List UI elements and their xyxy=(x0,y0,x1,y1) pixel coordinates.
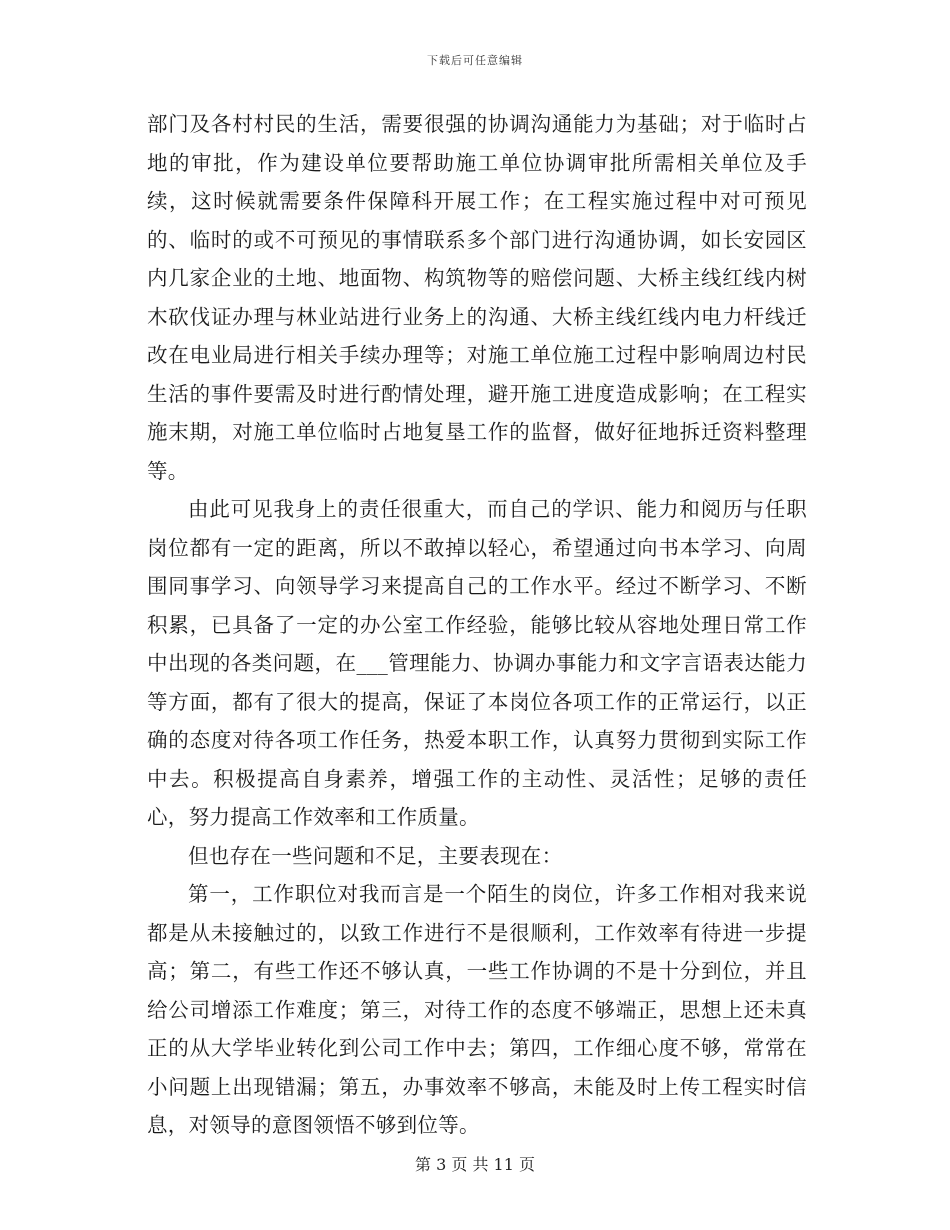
paragraph-problems-list: 第一，工作职位对我而言是一个陌生的岗位，许多工作相对我来说都是从未接触过的，以致工作进行不是很顺利，工作效率有待进一步提高；第二，有些工作还不够认真，一些工作协调的不是十分到位，并且给公司增添工作难度；第三，对待工作的态度不够端正，思想上还未真正的从大学毕业转化到公司工作中去；第四，工作细心度不够，常常在小问题上出现错漏；第五，办事效率不够高，未能及时上传工程实时信息，对领导的意图领悟不够到位等。 xyxy=(147,882,807,1137)
paragraph-continued: 部门及各村村民的生活，需要很强的协调沟通能力为基础；对于临时占地的审批，作为建设单位要帮助施工单位协调审批所需相关单位及手续，这时候就需要条件保障科开展工作；在工程实施过程中对可预见的、临时的或不可预见的事情联系多个部门进行沟通协调，如长安园区内几家企业的土地、地面物、构筑物等的赔偿问题、大桥主线红线内树木砍伐证办理与林业站进行业务上的沟通、大桥主线红线内电力杆线迁改在电业局进行相关手续办理等；对施工单位施工过程中影响周边村民生活的事件要需及时进行酌情处理，避开施工进度造成影响；在工程实施末期，对施工单位临时占地复垦工作的监督，做好征地拆迁资料整理等。 xyxy=(147,112,807,483)
page-number: 第 3 页 共 11 页 xyxy=(415,1155,535,1174)
page-header: 下载后可任意编辑 xyxy=(427,54,523,67)
document-body xyxy=(147,105,807,1145)
paragraph-responsibility: 由此可见我身上的责任很重大，而自己的学识、能力和阅历与任职岗位都有一定的距离，所以不敢掉以轻心，希望通过向书本学习、向周围同事学习、向领导学习来提高自己的工作水平。经过不断学习、不断积累，已具备了一定的办公室工作经验，能够比较从容地处理日常工作中出现的各类问题，在___管理能力、协调办事能力和文字言语表达能力等方面，都有了很大的提高，保证了本岗位各项工作的正常运行，以正确的态度对待各项工作任务，热爱本职工作，认真努力贯彻到实际工作中去。积极提高自身素养，增强工作的主动性、灵活性；足够的责任心，努力提高工作效率和工作质量。 xyxy=(147,497,807,829)
paragraph-problems-intro: 但也存在一些问题和不足，主要表现在： xyxy=(188,843,563,868)
